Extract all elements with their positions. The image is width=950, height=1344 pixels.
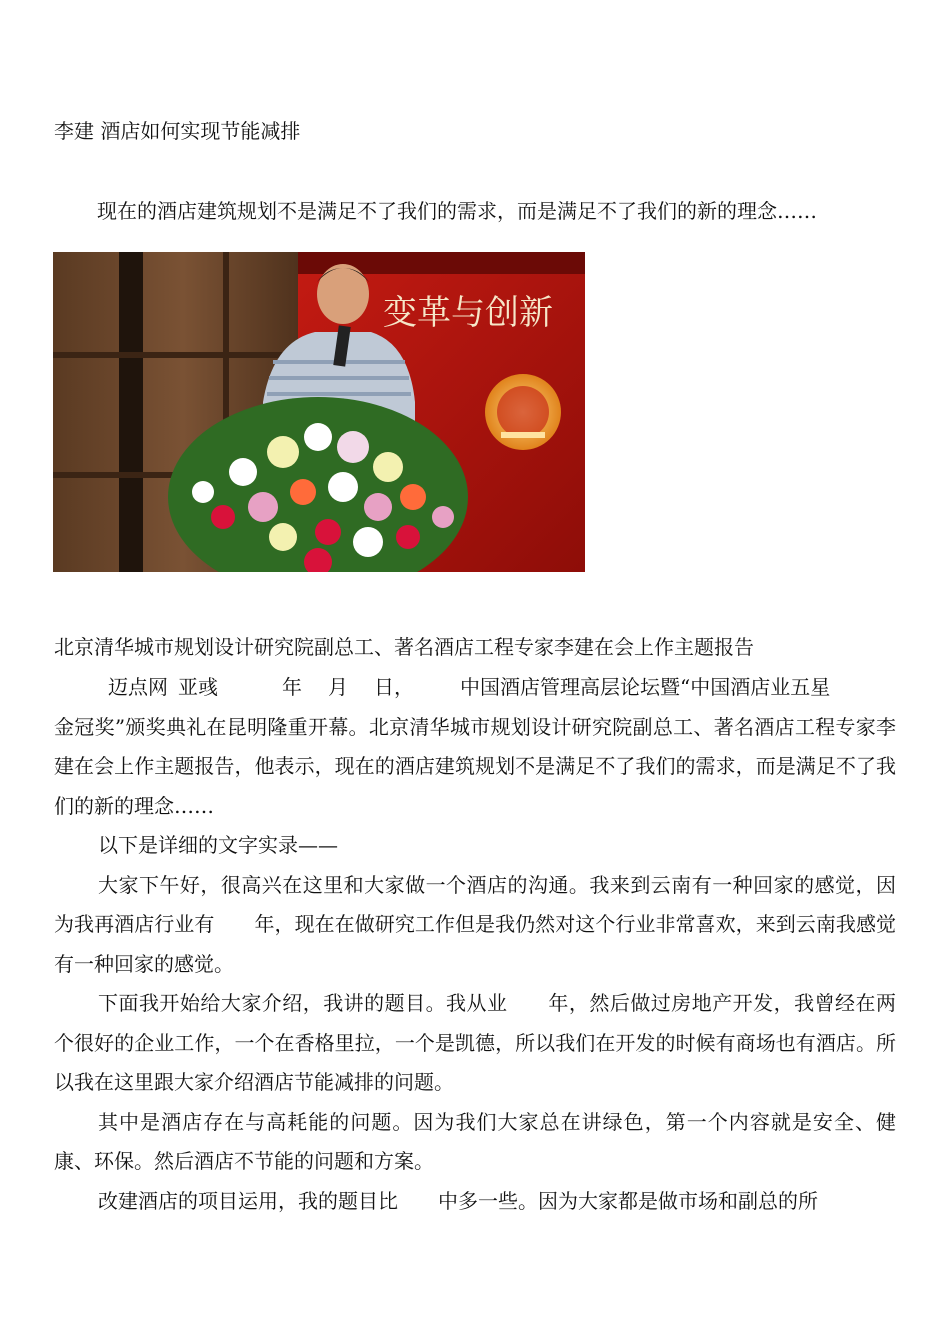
paragraph: 下面我开始给大家介绍，我讲的题目。我从业 年，然后做过房地产开发，我曾经在两个很好的企业工作，一个在香格里拉，一个是凯德，所以我们在开发的时候有商场也有酒店。所以我在这里跟大家介绍酒店节能减排的问题。 — [54, 991, 896, 1094]
article-title: 李建 酒店如何实现节能减排 — [54, 119, 301, 143]
speaker-photo — [53, 252, 585, 572]
paragraph: 改建酒店的项目运用，我的题目比 中多一些。因为大家都是做市场和副总的所 — [98, 1188, 818, 1213]
source: 迈点网 — [108, 675, 168, 699]
author: 亚彧 — [178, 675, 218, 699]
paragraph: 其中是酒店存在与高耗能的问题。因为我们大家总在讲绿色，第一个内容就是安全、健康、环保。然后酒店不节能的问题和方案。 — [54, 1109, 896, 1173]
article-body — [54, 668, 896, 1221]
day-unit: 日， — [374, 675, 414, 699]
article-lead: 现在的酒店建筑规划不是满足不了我们的需求，而是满足不了我们的新的理念…… — [97, 199, 817, 223]
month-unit: 月 — [328, 675, 348, 699]
banner-text: 变革与创新 — [383, 293, 553, 333]
paragraph: 金冠奖”颁奖典礼在昆明隆重开幕。北京清华城市规划设计研究院副总工、著名酒店工程专家李建在会上作主题报告，他表示，现在的酒店建筑规划不是满足不了我们的需求，而是满足不了我们的新的理念…… — [54, 714, 896, 818]
event-start: 中国酒店管理高层论坛暨“中国酒店业五星 — [460, 675, 831, 699]
paragraph: 大家下午好，很高兴在这里和大家做一个酒店的沟通。我来到云南有一种回家的感觉，因为我再酒店行业有 年，现在在做研究工作但是我仍然对这个行业非常喜欢，来到云南我感觉有一种回家的感觉。 — [54, 872, 896, 976]
paragraph: 以下是详细的文字实录—— — [98, 833, 338, 857]
photo-caption: 北京清华城市规划设计研究院副总工、著名酒店工程专家李建在会上作主题报告 — [54, 635, 754, 659]
dateline — [54, 668, 896, 708]
year-unit: 年 — [282, 675, 302, 699]
